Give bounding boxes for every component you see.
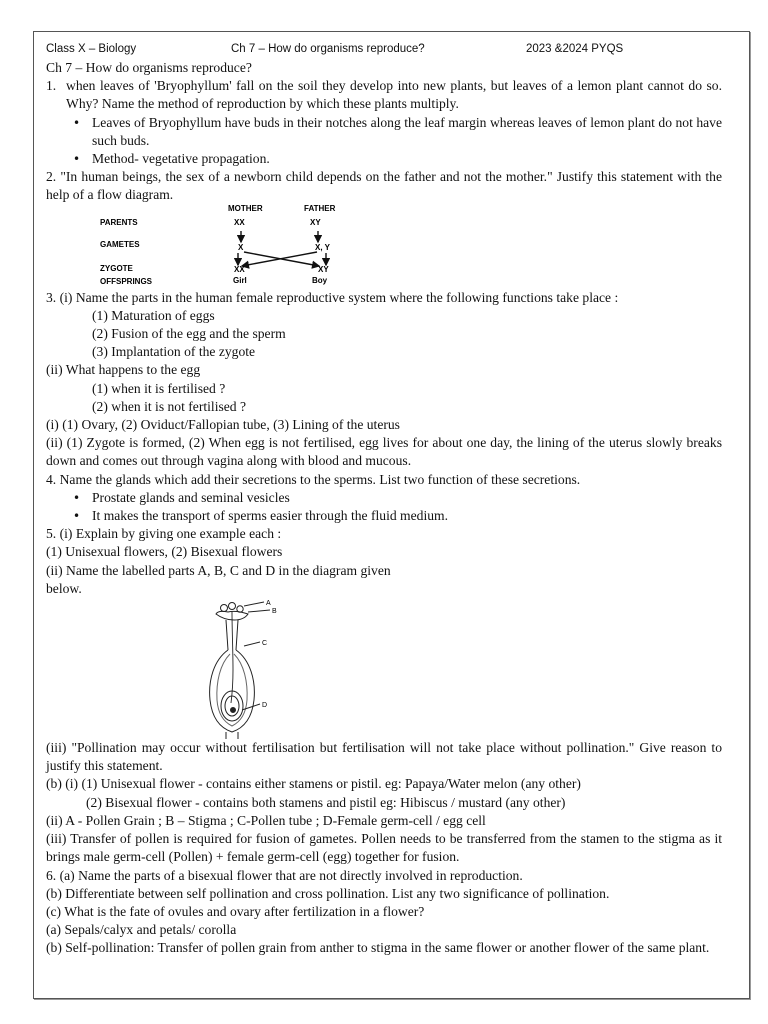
question-2: 2. "In human beings, the sex of a newborn child depends on the father and not the mother." Justify this statement with the help of a flow diagram. (46, 169, 722, 203)
answer-5-part-1-cont: (2) Bisexual flower - contains both stamens and pistil eg: Hibiscus / mustard (any other) (86, 794, 566, 810)
pollen-grain (221, 605, 228, 612)
parents-label: PARENTS (100, 217, 138, 227)
question-6-b: (b) Differentiate between self pollination and cross pollination. List any two significance of pollination. (46, 885, 610, 901)
answer-3-part-1: (i) (1) Ovary, (2) Oviduct/Fallopian tube, (3) Lining of the uterus (46, 417, 400, 433)
father-label: FATHER (304, 204, 336, 213)
label-b: B (272, 608, 277, 616)
answer-1-item: • Leaves of Bryophyllum have buds in their notches along the leaf margin whereas leaves of lemon plant do not have such buds. (92, 114, 722, 150)
header-chapter: Ch 7 – How do organisms reproduce? (231, 43, 425, 55)
receptacle (226, 732, 238, 739)
pollen-tube (231, 612, 233, 703)
style-right (236, 620, 238, 650)
label-line-d (242, 704, 260, 710)
answer-1-list (46, 114, 722, 169)
ovule-inner (225, 696, 239, 716)
answer-3-part-2: (ii) (1) Zygote is formed, (2) When egg is not fertilised, egg lives for about one day, the lining of the uterus slowly breaks down and comes out through vagina along with blood and mucous. (46, 435, 722, 469)
question-3-item: (3) Implantation of the zygote (92, 344, 256, 360)
boy-label: Boy (312, 275, 328, 285)
question-4: 4. Name the glands which add their secretions to the sperms. List two function of these secretions. (46, 471, 581, 487)
flow-diagram (96, 205, 386, 289)
mother-label: MOTHER (228, 204, 263, 213)
label-line-a (244, 602, 264, 606)
answer-5-part-3: (iii) Transfer of pollen is required for fusion of gametes. Pollen needs to be transferred from the stamen to the stigma as it brings male germ-cell (Pollen) + female germ-cell (egg) together for fusion. (46, 831, 722, 865)
egg-gamete: X (238, 242, 244, 252)
pistil-diagram (204, 600, 404, 739)
question-5-part-2-cont: below. (46, 580, 82, 596)
sex-determination-diagram (96, 205, 386, 289)
answer-6-b: (b) Self-pollination: Transfer of pollen grain from anther to stigma in the same flower or another flower of the same plant. (46, 940, 710, 956)
answer-4-list (46, 489, 722, 525)
page-title: Ch 7 – How do organisms reproduce? (46, 60, 252, 75)
question-3: 3. (i) Name the parts in the human female reproductive system where the following functions take place : (46, 289, 619, 305)
gametes-label: GAMETES (100, 239, 140, 249)
question-3-item: (2) Fusion of the egg and the sperm (92, 326, 286, 342)
zygote-label: ZYGOTE (100, 263, 133, 273)
zygote-xx: XX (234, 264, 245, 274)
father-genotype: XY (310, 217, 321, 227)
label-line-b (248, 610, 270, 612)
zygote-xy: XY (318, 264, 329, 274)
question-5-part-2: (ii) Name the labelled parts A, B, C and D in the diagram given (46, 562, 391, 578)
answer-5-part-1: (b) (i) (1) Unisexual flower - contains either stamens or pistil. eg: Papaya/Water melon (any other) (46, 776, 581, 792)
question-3-item: (1) Maturation of eggs (92, 307, 215, 323)
egg-cell (231, 708, 236, 713)
offsprings-label: OFFSPRINGS (100, 276, 153, 286)
question-6-a: 6. (a) Name the parts of a bisexual flower that are not directly involved in reproduction. (46, 867, 523, 883)
style-left (226, 620, 228, 650)
label-line-c (244, 642, 260, 646)
question-5-subtext: (1) Unisexual flowers, (2) Bisexual flowers (46, 544, 283, 560)
girl-label: Girl (233, 275, 247, 285)
label-c: C (262, 640, 268, 648)
answer-1-item: • Method- vegetative propagation. (92, 150, 722, 168)
document-body (46, 59, 722, 958)
answer-4-item: • It makes the transport of sperms easier through the fluid medium. (92, 507, 722, 525)
question-1-text: when leaves of 'Bryophyllum' fall on the soil they develop into new plants, but leaves of a lemon plant cannot do so. Why? Name the method of reproduction by which these plants multiply. (66, 78, 722, 112)
pistil-figure (204, 600, 404, 739)
question-3-item: (2) when it is not fertilised ? (92, 398, 247, 414)
answer-5-part-2: (ii) A - Pollen Grain ; B – Stigma ; C-Pollen tube ; D-Female germ-cell / egg cell (46, 812, 486, 828)
question-3-part-2: (ii) What happens to the egg (46, 362, 201, 378)
header-pyq: 2023 &2024 PYQS (526, 43, 624, 55)
pollen-grain (229, 603, 236, 610)
question-1 (46, 77, 722, 113)
label-a: A (266, 600, 271, 608)
label-d: D (262, 702, 268, 710)
mother-genotype: XX (234, 217, 245, 227)
answer-6-a: (a) Sepals/calyx and petals/ corolla (46, 922, 237, 938)
question-5-part-3: (iii) "Pollination may occur without fertilisation but fertilisation will not take place without pollination." Give reason to justify this statement. (46, 740, 722, 774)
question-3-item: (1) when it is fertilised ? (92, 380, 226, 396)
header-class: Class X – Biology (46, 43, 137, 55)
question-1-number: 1. (46, 78, 57, 94)
answer-4-item: • Prostate glands and seminal vesicles (92, 489, 722, 507)
question-6-c: (c) What is the fate of ovules and ovary after fertilization in a flower? (46, 903, 425, 919)
question-5: 5. (i) Explain by giving one example each : (46, 526, 282, 542)
sperm-gametes: X, Y (315, 242, 330, 252)
